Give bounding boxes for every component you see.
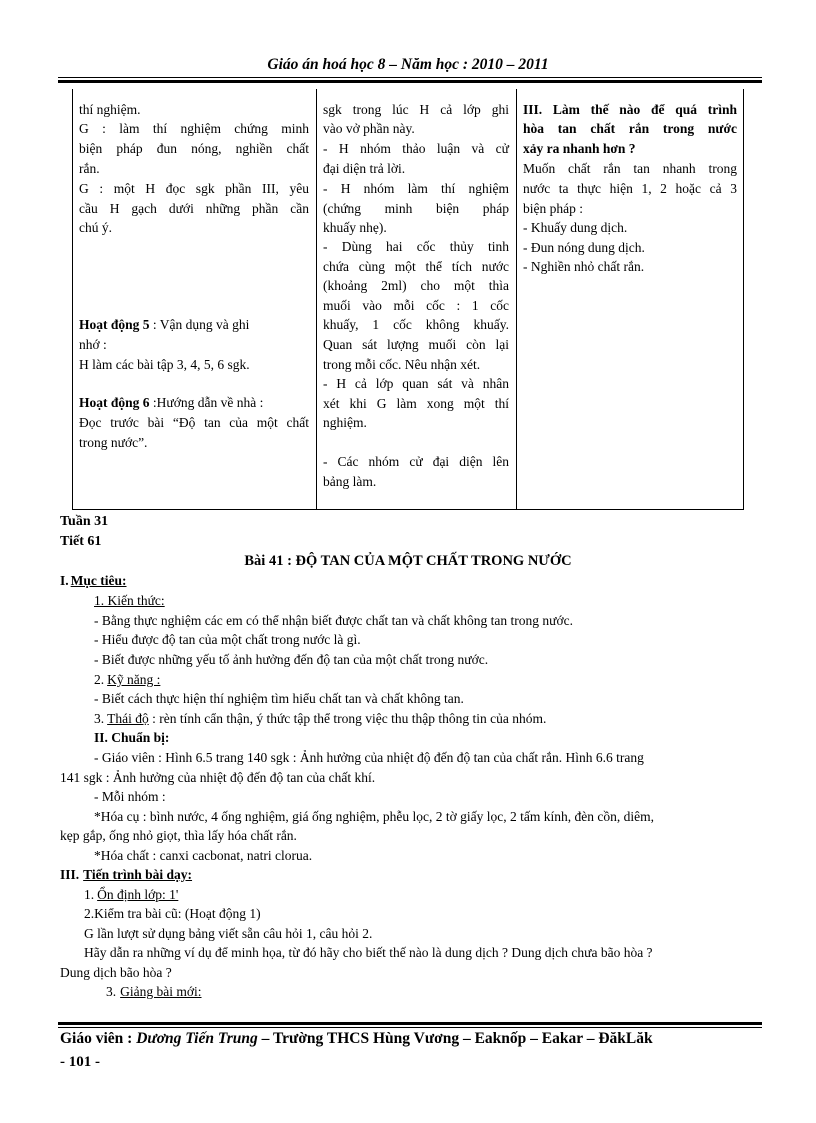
procedure-label: Tiến trình bài dạy: xyxy=(83,867,193,882)
footer-teacher-name: Dương Tiến Trung xyxy=(136,1030,258,1047)
activity-6-label: Hoạt động 6 xyxy=(79,395,150,410)
question-line: Hãy dẫn ra những ví dụ để minh họa, từ đó hãy cho biết thế nào là dung dịch ? Dung dịch chưa bão hòa ? xyxy=(84,945,653,960)
skills-heading xyxy=(94,671,160,689)
objectives-number: I. xyxy=(60,573,69,588)
table-line: nghiệm. xyxy=(323,415,367,430)
knowledge-item: - Hiểu được độ tan của một chất trong nước là gì. xyxy=(94,632,361,647)
skills-label: Kỹ năng : xyxy=(107,672,161,687)
footer-rule-thick xyxy=(58,1022,762,1025)
table-line: - Các nhóm cử đại diện lên xyxy=(323,454,509,469)
table-line: sgk trong lúc H cả lớp ghi xyxy=(323,102,509,117)
class-stabilize-label: Ổn định lớp: 1' xyxy=(97,887,179,902)
table-line: - H cả lớp quan sát và nhân xyxy=(323,376,509,391)
activity-6-line xyxy=(79,394,263,412)
table-line: G : một H đọc sgk phần III, yêu xyxy=(79,181,309,196)
table-line: trong nước”. xyxy=(79,435,148,450)
activity-5-label: Hoạt động 5 xyxy=(79,317,150,332)
table-line: H làm các bài tập 3, 4, 5, 6 sgk. xyxy=(79,357,250,372)
section-heading: hòa tan chất rắn trong nước xyxy=(523,121,737,136)
objectives-label: Mục tiêu: xyxy=(70,573,127,588)
teacher-prep-line: 141 sgk : Ảnh hưởng của nhiệt độ đến độ tan của chất khí. xyxy=(60,770,376,785)
table-line: vào vở phần này. xyxy=(323,121,415,136)
table-line: - H nhóm làm thí nghiệm xyxy=(323,181,509,196)
table-line: nhớ : xyxy=(79,337,107,352)
table-line: bảng làm. xyxy=(323,474,377,489)
class-stabilize-number: 1. xyxy=(84,887,95,902)
activity-5-line xyxy=(79,316,309,334)
class-stabilize-line xyxy=(84,886,178,904)
knowledge-heading: 1. Kiến thức: xyxy=(94,593,165,608)
procedure-number: III. xyxy=(60,867,80,882)
table-line: chứa cùng một thể tích nước xyxy=(323,259,509,274)
new-lesson-label: Giảng bài mới: xyxy=(120,984,202,999)
table-line: khuấy, 1 cốc không khuấy. xyxy=(323,317,509,332)
table-line: khuấy nhẹ). xyxy=(323,220,387,235)
table-line: Đọc trước bài “Độ tan của một chất xyxy=(79,415,309,430)
attitude-number: 3. xyxy=(94,711,105,726)
table-line: Muốn chất rắn tan nhanh trong xyxy=(523,161,737,176)
attitude-label: Thái độ xyxy=(107,711,149,726)
student-activity-column xyxy=(317,89,517,509)
table-line: (chứng minh biện pháp xyxy=(323,201,509,216)
table-line: (khoảng 2ml) cho một thìa xyxy=(323,278,509,293)
knowledge-item: - Biết được những yếu tố ảnh hưởng đến độ tan của một chất trong nước. xyxy=(94,652,489,667)
table-line: - Nghiền nhỏ chất rắn. xyxy=(523,259,645,274)
period-label: Tiết 61 xyxy=(60,534,102,549)
table-line: xét khi G làm xong một thí xyxy=(323,396,509,411)
activity-5-text: : Vận dụng và ghi xyxy=(149,317,250,332)
page-number: - 101 - xyxy=(60,1054,100,1070)
page-header-title: Giáo án hoá học 8 – Năm học : 2010 – 2011 xyxy=(267,56,549,73)
week-label: Tuần 31 xyxy=(60,514,109,529)
footer-label: Giáo viên : xyxy=(60,1030,137,1047)
section-heading: III. Làm thế nào để quá trình xyxy=(523,102,737,117)
table-line: - Đun nóng dung dịch. xyxy=(523,240,645,255)
table-line: - Dùng hai cốc thủy tinh xyxy=(323,239,509,254)
equipment-line: kẹp gắp, ống nhỏ giọt, thìa lấy hóa chất rắn. xyxy=(60,828,297,843)
table-line: cầu H gạch dưới những phần cần xyxy=(79,201,309,216)
new-lesson-number: 3. xyxy=(106,984,117,999)
content-column xyxy=(517,89,745,509)
objectives-heading xyxy=(60,572,127,590)
skills-number: 2. xyxy=(94,672,105,687)
header-rule-thin xyxy=(58,77,762,78)
table-line: muối vào mỗi cốc : 1 cốc xyxy=(323,298,509,313)
teacher-prep-line: - Giáo viên : Hình 6.5 trang 140 sgk : Ảnh hưởng của nhiệt độ đến độ tan của chất rắn. Hình 6.6 trang xyxy=(94,750,644,765)
table-line: nước ta thực hiện 1, 2 hoặc cả 3 xyxy=(523,181,737,196)
teacher-activity-column xyxy=(73,89,317,509)
activity-table xyxy=(72,89,744,510)
table-line: Quan sát lượng muối còn lại xyxy=(323,337,509,352)
preparation-heading: II. Chuẩn bị: xyxy=(94,730,170,745)
chemicals-line: *Hóa chất : canxi cacbonat, natri clorua. xyxy=(94,848,313,863)
section-heading: xảy ra nhanh hơn ? xyxy=(523,141,636,156)
skills-item: - Biết cách thực hiện thí nghiệm tìm hiểu chất tan và chất không tan. xyxy=(94,691,464,706)
table-line: đại diện trả lời. xyxy=(323,161,406,176)
table-line: trong mỗi cốc. Nêu nhận xét. xyxy=(323,357,481,372)
question-line: Dung dịch bão hòa ? xyxy=(60,965,172,980)
table-line: biện pháp đun nóng, nghiền chất xyxy=(79,141,309,156)
procedure-heading xyxy=(60,866,192,884)
header-rule-thick xyxy=(58,80,762,83)
table-line: chú ý. xyxy=(79,220,112,235)
review-line: 2.Kiểm tra bài cũ: (Hoạt động 1) xyxy=(84,906,261,921)
table-line: - Khuấy dung dịch. xyxy=(523,220,628,235)
table-line: rắn. xyxy=(79,161,100,176)
table-line: - H nhóm thảo luận và cử xyxy=(323,141,509,156)
attitude-text: : rèn tính cẩn thận, ý thức tập thể trong việc thu thập thông tin của nhóm. xyxy=(148,711,547,726)
group-prep-label: - Mỗi nhóm : xyxy=(94,789,166,804)
footer-rule-thin xyxy=(58,1027,762,1028)
equipment-line: *Hóa cụ : bình nước, 4 ống nghiệm, giá ống nghiệm, phễu lọc, 2 tờ giấy lọc, 2 tấm kính, đèn cồn, diêm, xyxy=(94,809,654,824)
review-line: G lần lượt sử dụng bảng viết sẵn câu hỏi 1, câu hỏi 2. xyxy=(84,926,373,941)
attitude-line xyxy=(94,710,546,728)
table-line: thí nghiệm. xyxy=(79,102,141,117)
table-line: G : làm thí nghiệm chứng minh xyxy=(79,121,309,136)
new-lesson-line xyxy=(106,983,202,1001)
footer-school: – Trường THCS Hùng Vương – Eaknốp – Eakar – ĐăkLăk xyxy=(257,1030,653,1047)
knowledge-item: - Bằng thực nghiệm các em có thể nhận biết được chất tan và chất không tan trong nước. xyxy=(94,613,573,628)
table-line: biện pháp : xyxy=(523,201,583,216)
activity-6-text: :Hướng dẫn về nhà : xyxy=(149,395,264,410)
lesson-title: Bài 41 : ĐỘ TAN CỦA MỘT CHẤT TRONG NƯỚC xyxy=(244,553,572,569)
footer-teacher-line xyxy=(60,1030,653,1048)
